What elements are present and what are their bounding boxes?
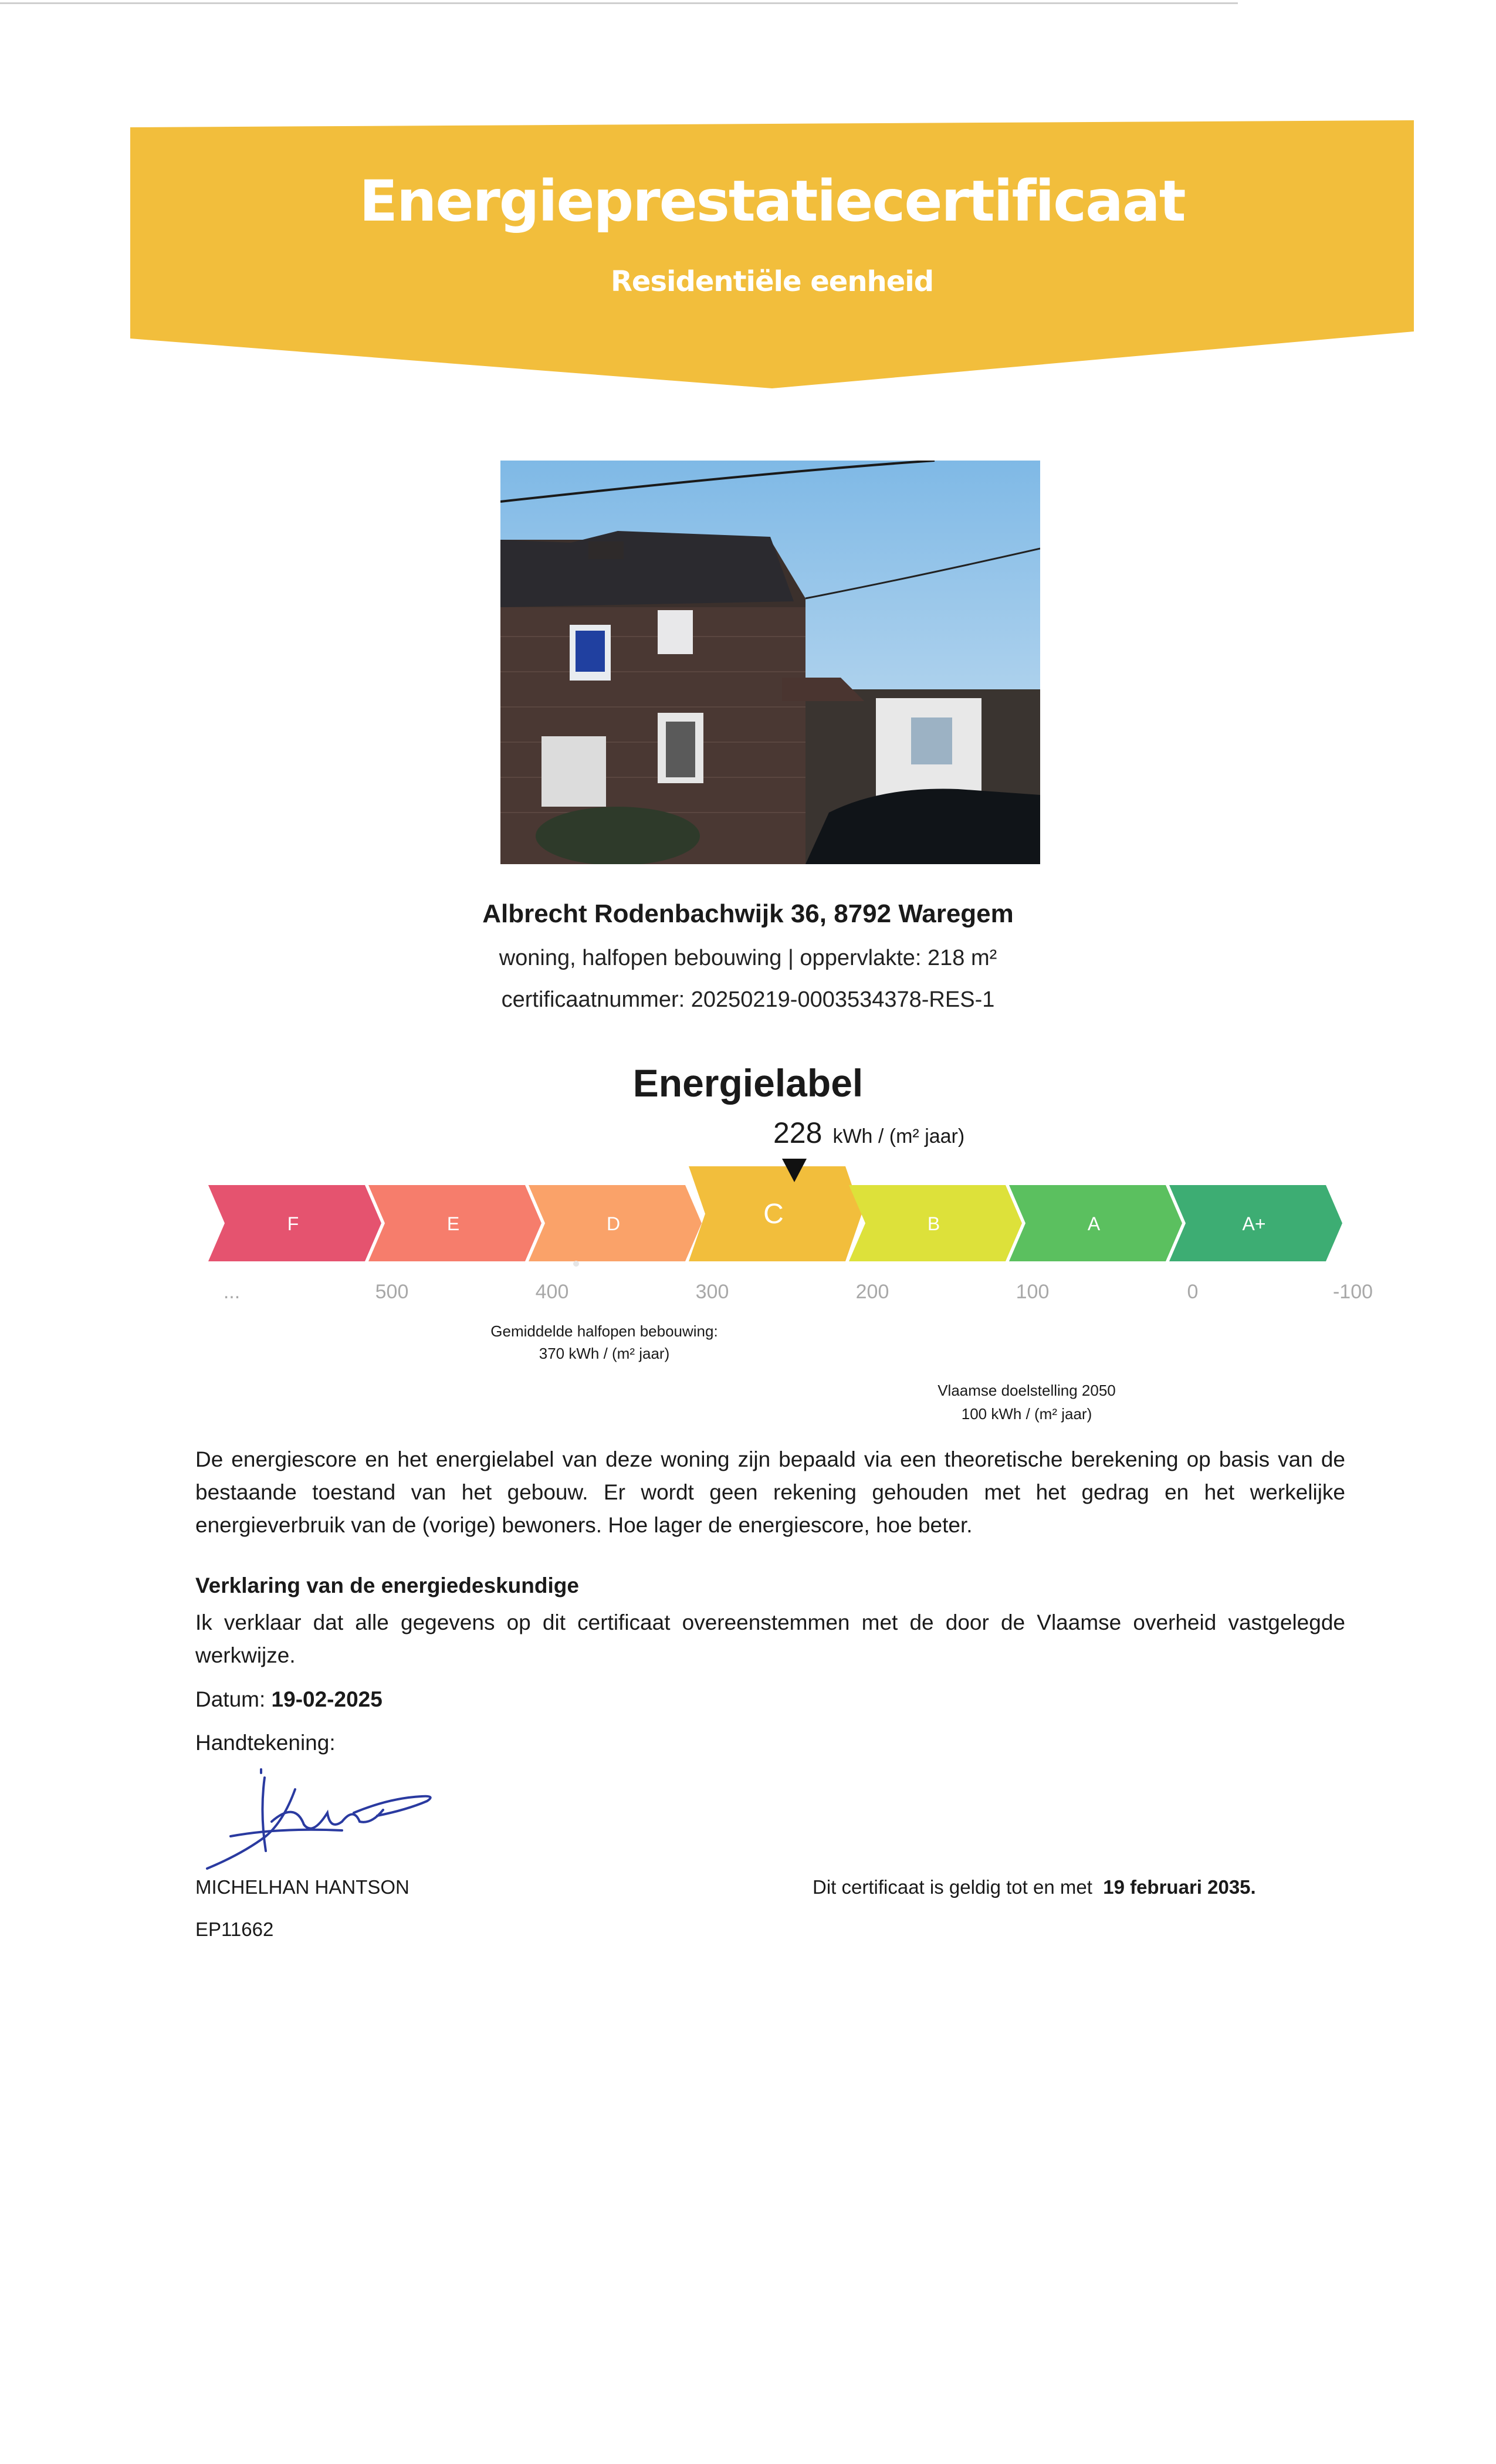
header-banner <box>130 120 1414 390</box>
date-line <box>195 1687 383 1712</box>
scale-tick: 0 <box>1187 1281 1199 1303</box>
document-title: Energieprestatiecertificaat <box>359 168 1185 234</box>
validity-date: 19 februari 2035. <box>1103 1876 1256 1898</box>
document-subtitle: Residentiële eenheid <box>610 265 934 298</box>
scale-tick: 500 <box>375 1281 409 1303</box>
energy-score <box>773 1116 964 1150</box>
declaration-text: Ik verklaar dat alle gegevens op dit certificaat overeenstemmen met de door de Vlaamse overheid vastgelegde werkwijze. <box>195 1610 1345 1667</box>
energy-label-scale <box>0 1159 1496 1276</box>
declaration-heading: Verklaring van de energiedeskundige <box>195 1573 579 1597</box>
label-letter-e: E <box>446 1213 460 1234</box>
expert-number: EP11662 <box>195 1918 274 1940</box>
property-address: Albrecht Rodenbachwijk 36, 8792 Waregem <box>482 899 1014 928</box>
target-note-line2: 100 kWh / (m² jaar) <box>961 1405 1092 1423</box>
scale-tick: 100 <box>1016 1281 1050 1303</box>
house-photo <box>500 461 1040 864</box>
scale-tick: ... <box>223 1281 241 1303</box>
label-letter-f: F <box>287 1213 299 1234</box>
label-letter-a: A <box>1087 1213 1101 1234</box>
scale-tick: 400 <box>535 1281 569 1303</box>
validity-prefix: Dit certificaat is geldig tot en met <box>813 1876 1092 1898</box>
scale-tick: -100 <box>1332 1281 1373 1303</box>
label-letter-b: B <box>927 1213 940 1234</box>
banner-shape <box>130 120 1414 390</box>
average-note <box>484 1320 725 1365</box>
date-value: 19-02-2025 <box>271 1687 383 1711</box>
explanation-paragraph: De energiescore en het energielabel van deze woning zijn bepaald via een theoretische berekening op basis van de bestaande toestand van het gebouw. Er wordt geen rekening gehouden met het gedrag en het werkelijke energieverbruik van de (vorige) bewoners. Hoe lager de energiescore, hoe beter. <box>195 1447 1345 1537</box>
scale-tick: 300 <box>695 1281 729 1303</box>
average-note-line2: 370 kWh / (m² jaar) <box>539 1345 670 1362</box>
average-marker <box>573 1261 579 1267</box>
energy-score-value: 228 <box>773 1116 823 1149</box>
date-label: Datum: <box>195 1687 266 1711</box>
target-note <box>915 1379 1138 1426</box>
energy-score-unit: kWh / (m² jaar) <box>832 1125 965 1148</box>
validity-statement <box>813 1876 1256 1898</box>
scale-tick: 200 <box>855 1281 889 1303</box>
signer-name: MICHELHAN HANTSON <box>195 1876 409 1898</box>
certificate-number: certificaatnummer: 20250219-0003534378-RES-1 <box>501 987 995 1012</box>
energy-label-title: Energielabel <box>632 1061 864 1105</box>
signature-label: Handtekening: <box>195 1731 336 1755</box>
handwritten-signature <box>195 1766 442 1877</box>
average-note-line1: Gemiddelde halfopen bebouwing: <box>490 1322 718 1340</box>
target-note-line1: Vlaamse doelstelling 2050 <box>937 1382 1116 1399</box>
label-letter-aplus: A+ <box>1242 1213 1266 1234</box>
property-description: woning, halfopen bebouwing | oppervlakte: 218 m² <box>499 946 997 970</box>
label-letter-d: D <box>606 1213 621 1234</box>
scan-edge-line <box>0 2 1238 4</box>
label-letter-c: C <box>763 1199 784 1230</box>
